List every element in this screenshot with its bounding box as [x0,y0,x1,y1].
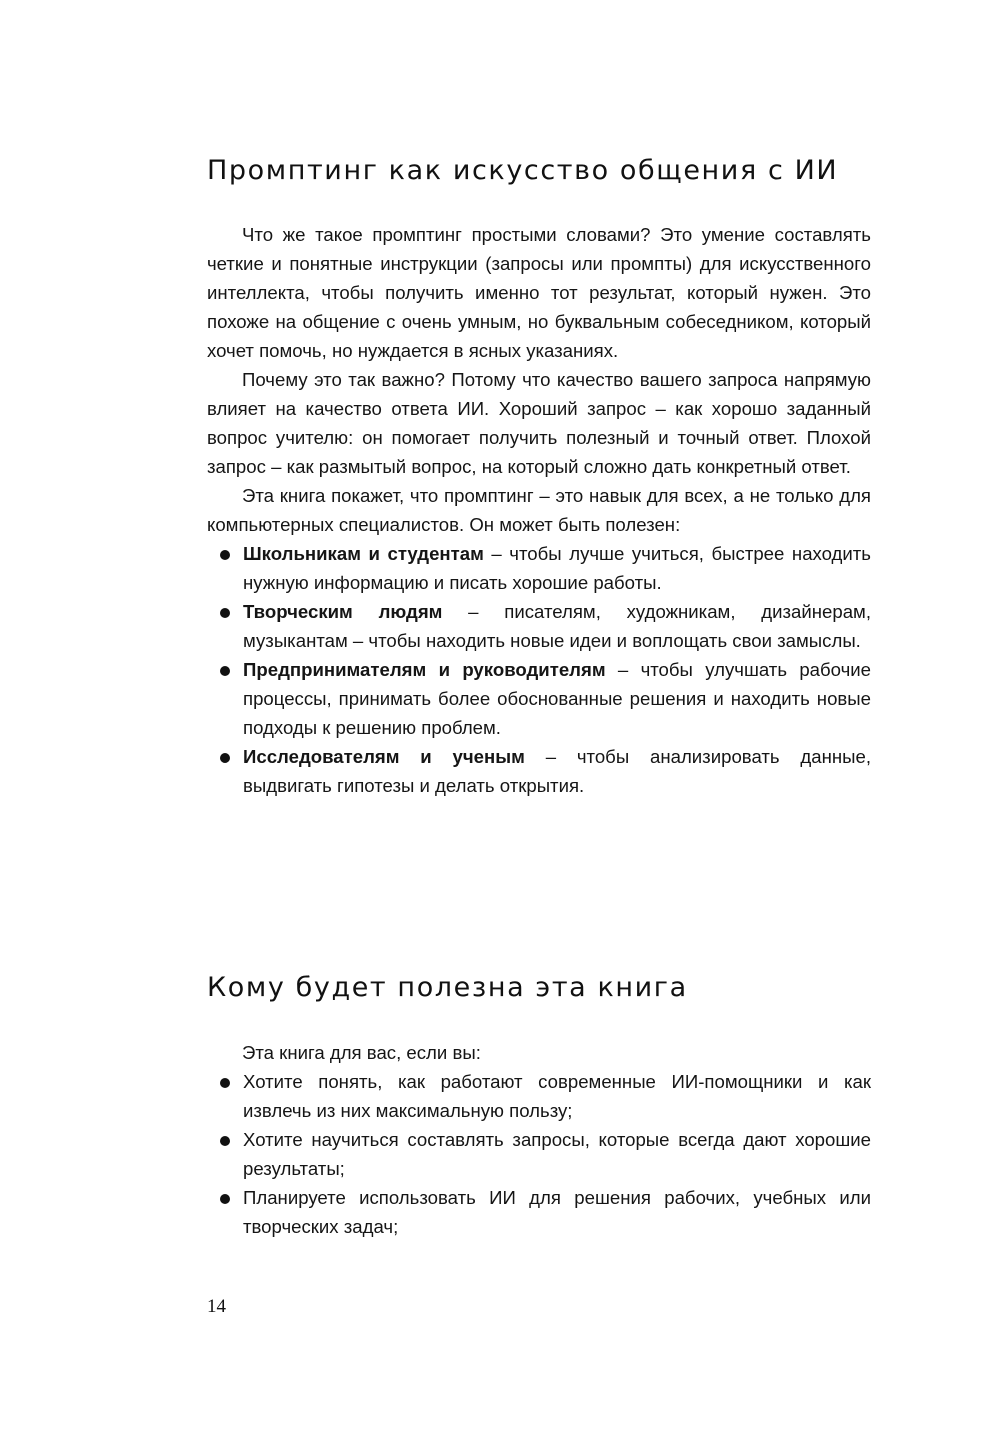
paragraph: Что же такое промптинг простыми словами? Это умение составлять четкие и понятные инструкции (запросы или промпты) для искусственного интеллекта, чтобы получить именно тот результат, который нужен. Это похоже на общение с очень умным, но буквальным собеседником, который хочет помочь, но нуждается в ясных указаниях. [207,224,871,361]
paragraph: Эта книга для вас, если вы: [242,1042,481,1063]
list-item-bold: Школьникам и студентам [243,543,484,564]
bullet-icon [220,1136,230,1146]
bullet-icon [220,1078,230,1088]
list-item-bold: Предпринимателям и руководителям [243,659,606,680]
list-item-text: Планируете использовать ИИ для решения рабочих, учебных или творческих задач; [243,1187,871,1237]
list-item [207,597,871,655]
list-item-text: – писателям, художникам, дизайнерам, музыкантам – чтобы находить новые идеи и воплощать свои замыслы. [243,601,871,651]
list-item [207,539,871,597]
section-heading-audience: Кому будет полезна эта книга [207,972,688,1003]
reader-list [207,1067,871,1241]
section-heading-prompting: Промптинг как искусство общения с ИИ [207,155,839,186]
paragraph: Почему это так важно? Потому что качество вашего запроса напрямую влияет на качество ответа ИИ. Хороший запрос – как хорошо заданный вопрос учителю: он помогает получить полезный и точный ответ. Плохой запрос – как размытый вопрос, на который сложно дать конкретный ответ. [207,369,871,477]
list-item-text: – чтобы улучшать рабочие процессы, принимать более обоснованные решения и находить новые подходы к решению проблем. [243,659,871,738]
page-number: 14 [207,1296,226,1317]
list-item-text: Хотите понять, как работают современные ИИ-помощники и как извлечь из них максимальную пользу; [243,1071,871,1121]
list-item-text: Хотите научиться составлять запросы, которые всегда дают хорошие результаты; [243,1129,871,1179]
bullet-icon [220,608,230,618]
bullet-icon [220,1194,230,1204]
section-audience-body [207,1038,871,1241]
list-item [207,655,871,742]
list-item [207,742,871,800]
audience-list [207,539,871,800]
bullet-icon [220,753,230,763]
list-item-text: – чтобы лучше учиться, быстрее находить нужную информацию и писать хорошие работы. [243,543,871,593]
bullet-icon [220,666,230,676]
list-item [207,1183,871,1241]
list-item-text: – чтобы анализировать данные, выдвигать гипотезы и делать открытия. [243,746,871,796]
section-prompting-body [207,220,871,800]
list-item-bold: Творческим людям [243,601,443,622]
list-item-bold: Исследователям и ученым [243,746,525,767]
paragraph: Эта книга покажет, что промптинг – это навык для всех, а не только для компьютерных специалистов. Он может быть полезен: [207,485,871,535]
list-item [207,1125,871,1183]
list-item [207,1067,871,1125]
bullet-icon [220,550,230,560]
